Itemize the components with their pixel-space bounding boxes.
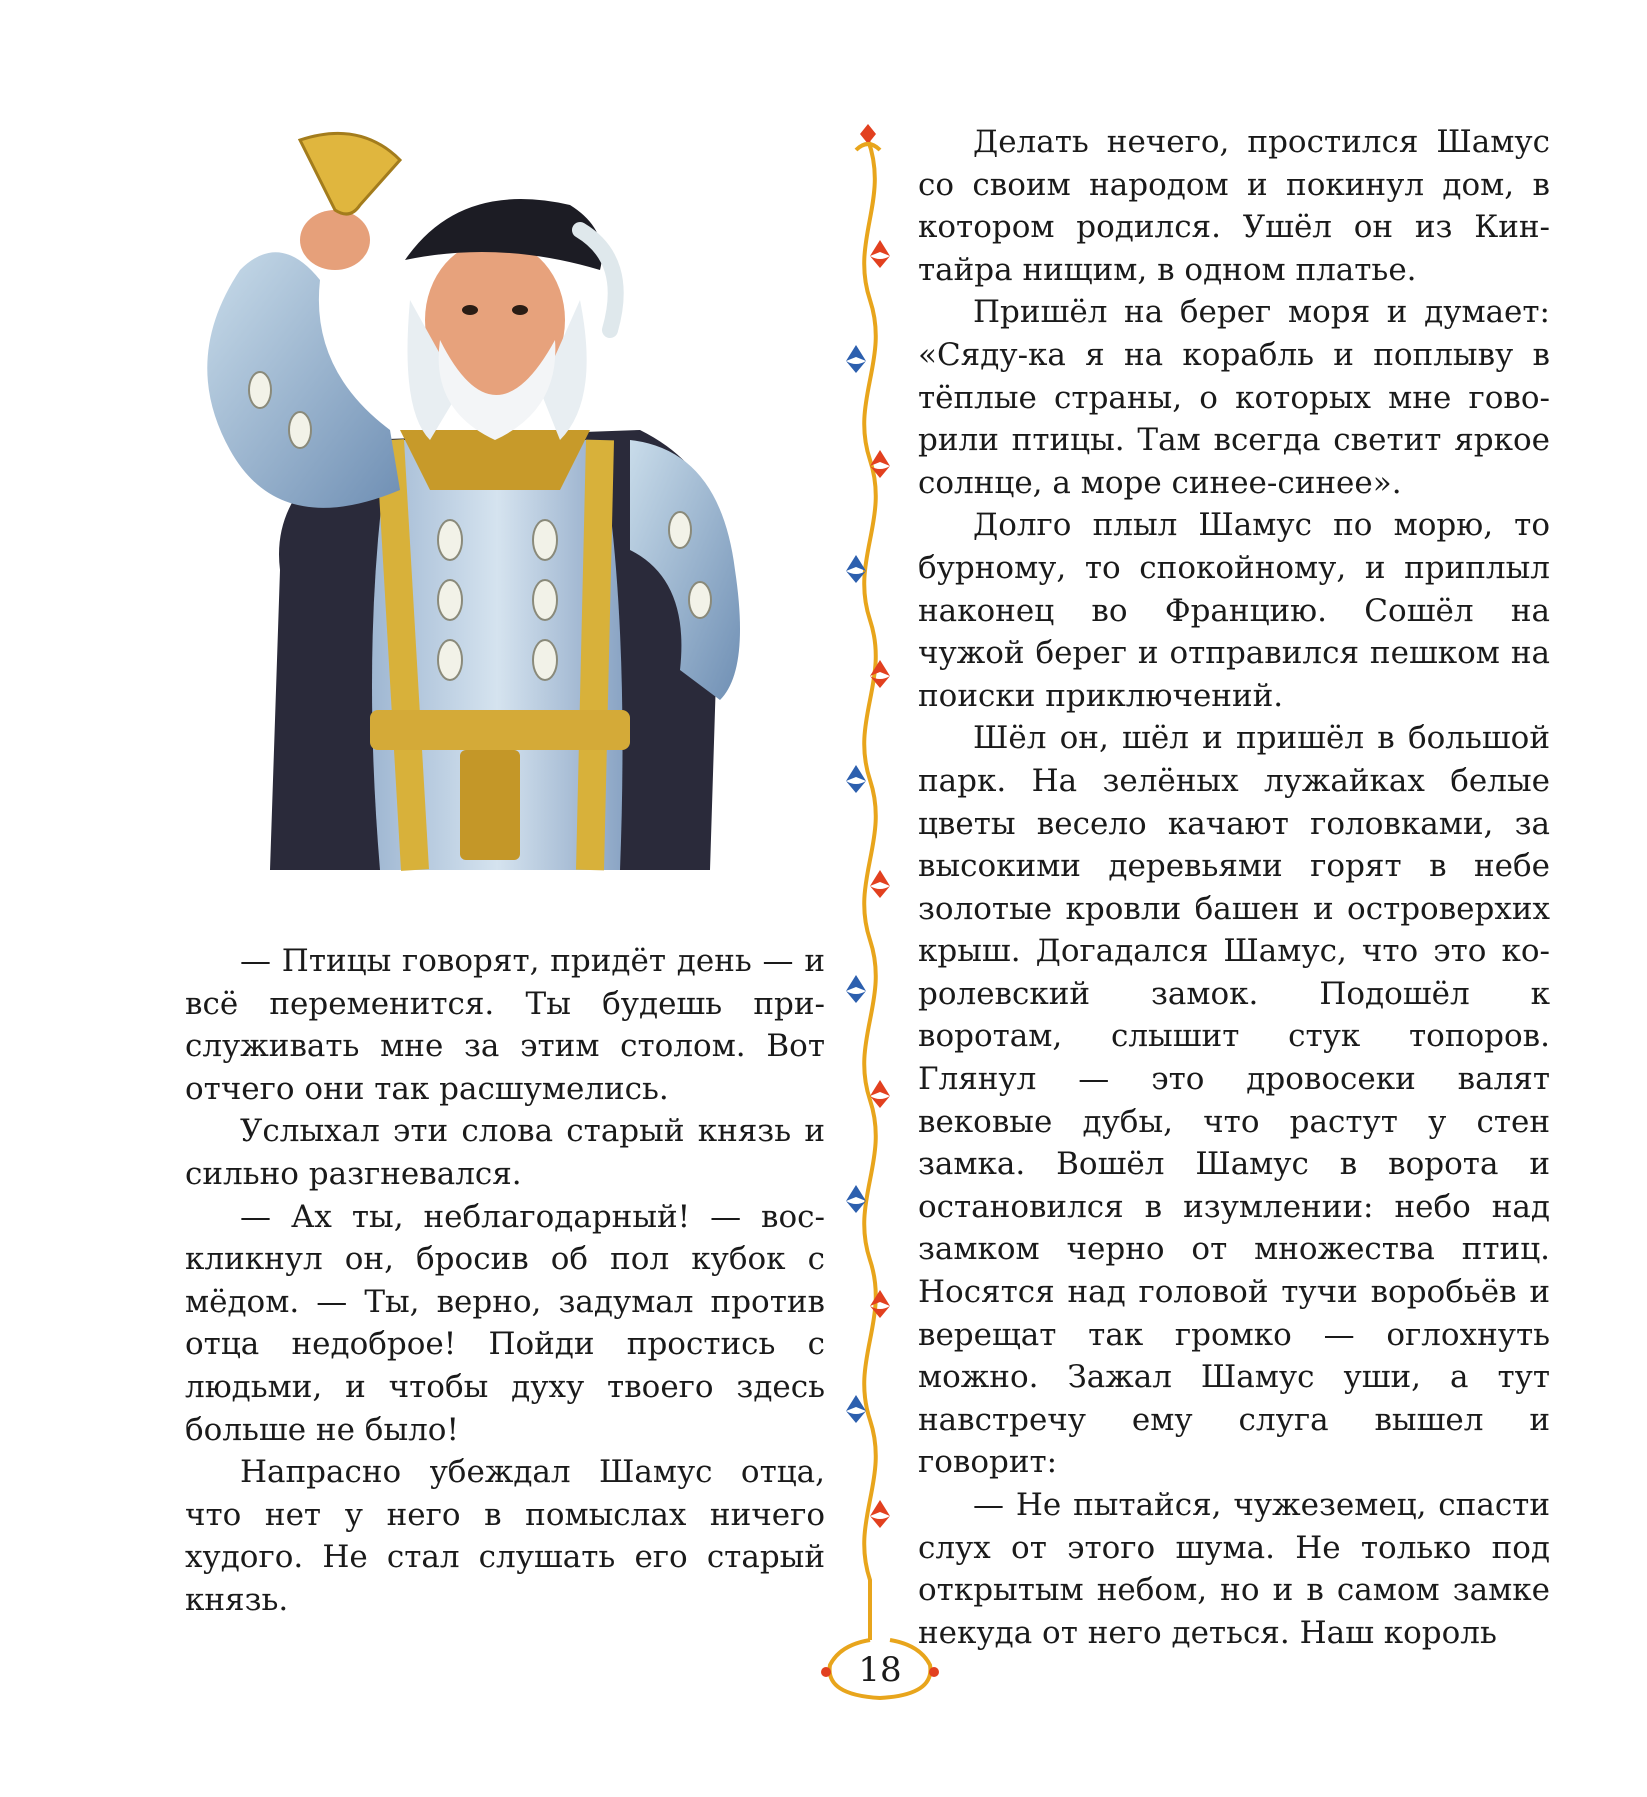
right-column — [918, 121, 1550, 1654]
paragraph: Пришёл на берег моря и думает: «Сяду-ка я на корабль и поплыву в тёплые страны, о которых мне говорили птицы. Там всегда светит яркое солнце, а море синее-синее». — [918, 294, 1550, 501]
top-diamond-ornament — [860, 124, 876, 144]
page-number: 18 — [858, 1650, 902, 1690]
paragraph: — Ах ты, неблагодарный! — воскликнул он, бросив об пол кубок с мёдом. — Ты, верно, задумал против отца недоброе! Пойди простись с людьми, и чтобы духу твоего здесь больше не было! — [185, 1198, 825, 1448]
paragraph: Долго плыл Шамус по морю, то бурному, то спокойному, и приплыл наконец во Францию. Сошёл на чужой берег и отправился пешком на поиски приключений. — [918, 507, 1550, 714]
king-illustration — [160, 110, 820, 900]
left-column — [185, 940, 825, 1622]
left-sleeve — [207, 252, 400, 508]
paragraph: Шёл он, шёл и пришёл в большой парк. На зелёных лужайках белые цветы весело качают головками, за высокими деревьями горят в небе золотые кровли башен и островерхих крыш. Догадался Шамус, что это королевский замок. Подошёл к воротам, слышит стук топоров. Глянул — это дровосеки валят вековые дубы, что растут у стен замка. Вошёл Шамус в ворота и остановился в изумлении: небо над замком черно от множества птиц. Носятся над головой тучи воробьёв и верещат так громко — оглохнуть можно. Зажал Шамус уши, а тут навстречу ему слуга вышел и говорит: — [918, 720, 1550, 1481]
paragraph: Услыхал эти слова старый князь и сильно разгневался. — [185, 1113, 825, 1192]
goblet — [300, 133, 400, 214]
raised-hand — [300, 210, 370, 270]
paragraph: — Птицы говорят, придёт день — и всё переменится. Ты будешь прислуживать мне за этим столом. Вот отчего они так расшумелись. — [185, 943, 825, 1107]
paragraph: Напрасно убеждал Шамус отца, что нет у него в помыслах ничего худого. Не стал слушать его старый князь. — [185, 1454, 825, 1618]
blue-leaves — [846, 345, 866, 1423]
paragraph: — Не пытайся, чужеземец, спасти слух от этого шума. Не только под открытым небом, но и в самом замке некуда от него деться. Наш король — [918, 1487, 1550, 1651]
paragraph: Делать нечего, простился Шамус со своим народом и покинул дом, в котором родился. Ушёл он из Кинтайра нищим, в одном платье. — [918, 124, 1550, 288]
